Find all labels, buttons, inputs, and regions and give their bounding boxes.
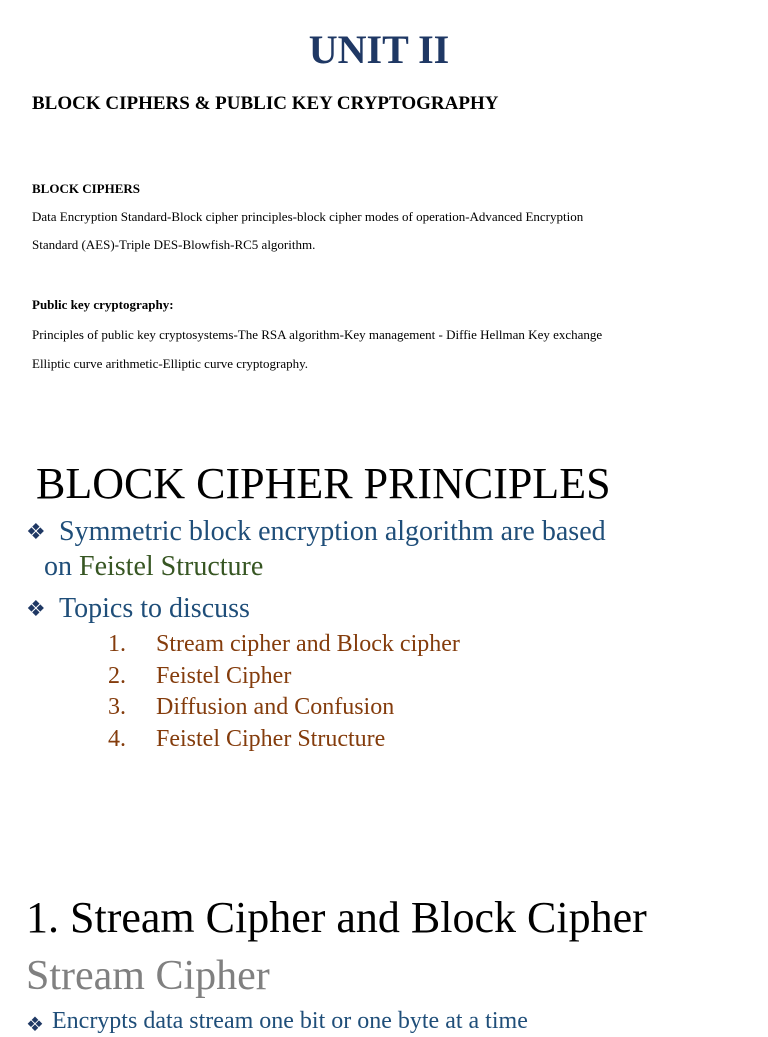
- block-ciphers-text-line2: Standard (AES)-Triple DES-Blowfish-RC5 algorithm.: [32, 237, 316, 252]
- topic-item: Stream cipher and Block cipher: [156, 631, 460, 657]
- unit-subtitle: BLOCK CIPHERS & PUBLIC KEY CRYPTOGRAPHY: [32, 93, 499, 114]
- bullet-text: Topics to discuss: [59, 593, 250, 624]
- diamond-bullet-icon: ❖: [26, 1014, 44, 1036]
- bullet-text: Symmetric block encryption algorithm are based: [59, 516, 606, 547]
- topic-number: 1.: [108, 631, 126, 657]
- diamond-bullet-icon: ❖: [26, 596, 46, 621]
- topic-item: Diffusion and Confusion: [156, 694, 395, 720]
- slide-title: BLOCK CIPHER PRINCIPLES: [36, 459, 611, 508]
- bullet-text-prefix: on: [44, 551, 72, 582]
- slide-subtitle: Stream Cipher: [26, 953, 270, 999]
- bullet-text-continuation: [44, 550, 263, 584]
- topic-number: 2.: [108, 663, 126, 689]
- unit-title: UNIT II: [308, 27, 450, 72]
- topic-number: 4.: [108, 726, 126, 752]
- public-key-text-line1: Principles of public key cryptosystems-The RSA algorithm-Key management - Diffie Hellman Key exchange: [32, 327, 603, 342]
- topic-item: Feistel Cipher: [156, 663, 292, 689]
- public-key-text-line2: Elliptic curve arithmetic-Elliptic curve cryptography.: [32, 356, 309, 371]
- block-ciphers-heading: BLOCK CIPHERS: [32, 181, 140, 196]
- bullet-text: Encrypts data stream one bit or one byte at a time: [52, 1008, 528, 1034]
- feistel-structure-highlight: Feistel Structure: [79, 551, 264, 582]
- slide-title: 1. Stream Cipher and Block Cipher: [26, 893, 647, 942]
- block-ciphers-text-line1: Data Encryption Standard-Block cipher principles-block cipher modes of operation-Advanced Encryption: [32, 209, 584, 224]
- public-key-heading: Public key cryptography:: [32, 297, 174, 312]
- diamond-bullet-icon: ❖: [26, 519, 46, 544]
- topic-item: Feistel Cipher Structure: [156, 726, 386, 752]
- topic-number: 3.: [108, 694, 126, 720]
